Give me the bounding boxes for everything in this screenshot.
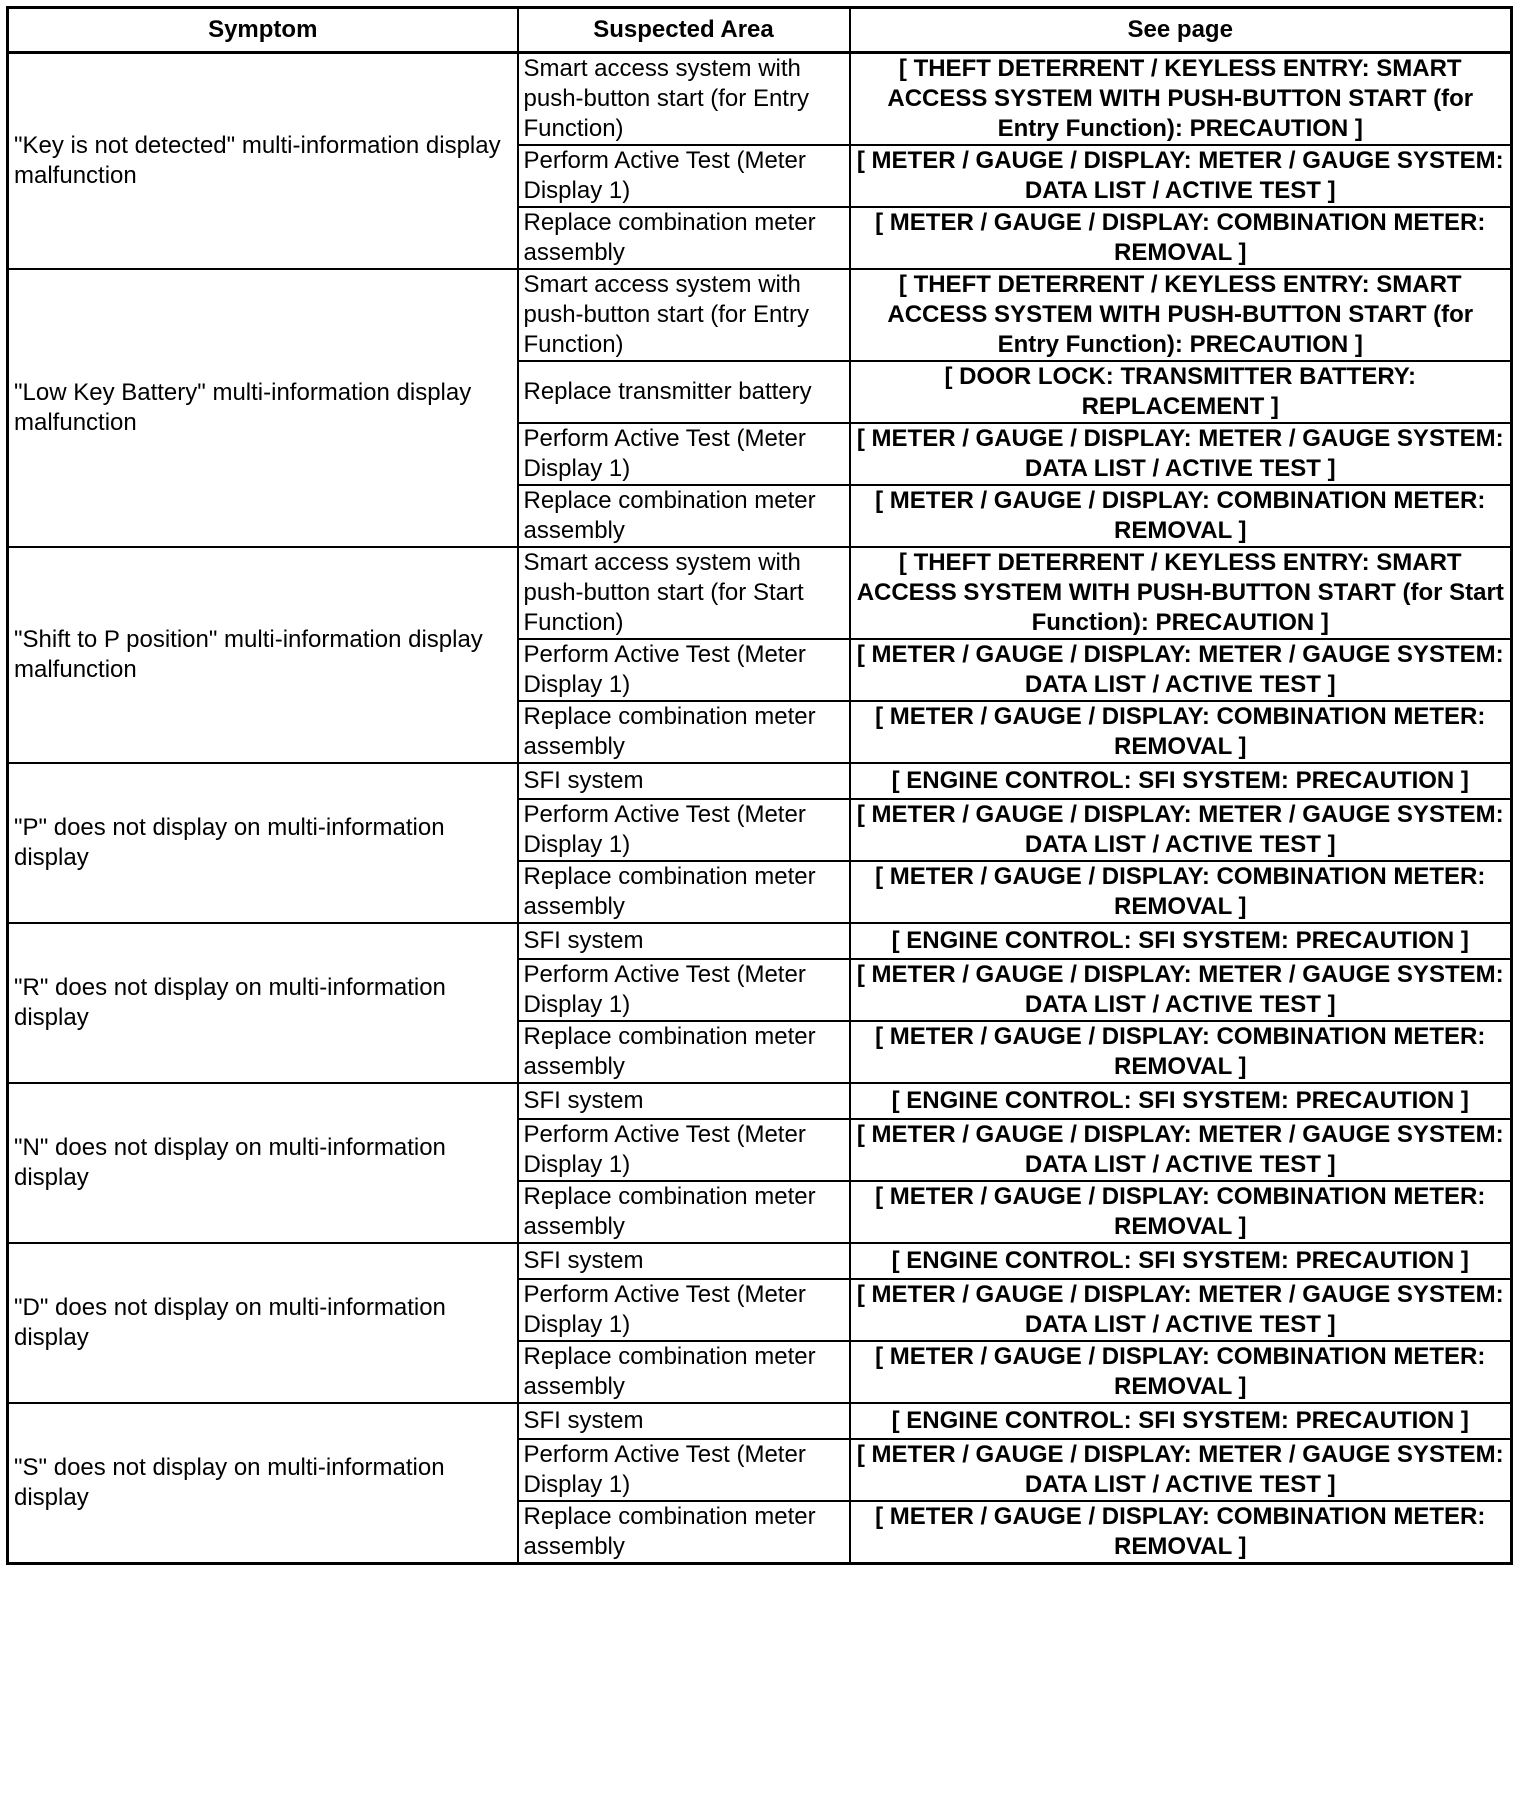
header-symptom: Symptom (8, 8, 518, 53)
symptom-cell: "Low Key Battery" multi-information display malfunction (8, 269, 518, 547)
suspected-area-cell: SFI system (518, 1403, 850, 1439)
see-page-reference-cell: [ METER / GAUGE / DISPLAY: COMBINATION METER: REMOVAL ] (850, 1341, 1512, 1403)
see-page-reference-cell: [ METER / GAUGE / DISPLAY: COMBINATION METER: REMOVAL ] (850, 207, 1512, 269)
suspected-area-cell: Perform Active Test (Meter Display 1) (518, 799, 850, 861)
suspected-area-cell: Replace transmitter battery (518, 361, 850, 423)
see-page-reference-cell: [ METER / GAUGE / DISPLAY: COMBINATION METER: REMOVAL ] (850, 701, 1512, 763)
see-page-reference-cell: [ METER / GAUGE / DISPLAY: METER / GAUGE SYSTEM: DATA LIST / ACTIVE TEST ] (850, 1279, 1512, 1341)
see-page-reference-cell: [ METER / GAUGE / DISPLAY: METER / GAUGE SYSTEM: DATA LIST / ACTIVE TEST ] (850, 1119, 1512, 1181)
suspected-area-cell: Perform Active Test (Meter Display 1) (518, 959, 850, 1021)
see-page-reference-cell: [ METER / GAUGE / DISPLAY: COMBINATION METER: REMOVAL ] (850, 1501, 1512, 1564)
see-page-reference-cell: [ THEFT DETERRENT / KEYLESS ENTRY: SMART ACCESS SYSTEM WITH PUSH-BUTTON START (for Entry Function): PRECAUTION ] (850, 269, 1512, 361)
header-row (8, 8, 1512, 53)
suspected-area-cell: Perform Active Test (Meter Display 1) (518, 145, 850, 207)
symptom-cell: "N" does not display on multi-information display (8, 1083, 518, 1243)
suspected-area-cell: Replace combination meter assembly (518, 1181, 850, 1243)
see-page-reference-cell: [ METER / GAUGE / DISPLAY: COMBINATION METER: REMOVAL ] (850, 1021, 1512, 1083)
see-page-reference-cell: [ METER / GAUGE / DISPLAY: METER / GAUGE SYSTEM: DATA LIST / ACTIVE TEST ] (850, 1439, 1512, 1501)
symptom-cell: "Key is not detected" multi-information display malfunction (8, 53, 518, 270)
suspected-area-cell: Replace combination meter assembly (518, 1021, 850, 1083)
table-row (8, 923, 1512, 959)
see-page-reference-cell: [ ENGINE CONTROL: SFI SYSTEM: PRECAUTION ] (850, 1243, 1512, 1279)
symptom-cell: "Shift to P position" multi-information display malfunction (8, 547, 518, 763)
symptom-cell: "P" does not display on multi-information display (8, 763, 518, 923)
see-page-reference-cell: [ THEFT DETERRENT / KEYLESS ENTRY: SMART ACCESS SYSTEM WITH PUSH-BUTTON START (for Entry Function): PRECAUTION ] (850, 53, 1512, 146)
header-see-page: See page (850, 8, 1512, 53)
see-page-reference-cell: [ THEFT DETERRENT / KEYLESS ENTRY: SMART ACCESS SYSTEM WITH PUSH-BUTTON START (for Start Function): PRECAUTION ] (850, 547, 1512, 639)
suspected-area-cell: Replace combination meter assembly (518, 485, 850, 547)
table-row (8, 1243, 1512, 1279)
troubleshooting-table (6, 6, 1513, 1565)
see-page-reference-cell: [ METER / GAUGE / DISPLAY: METER / GAUGE SYSTEM: DATA LIST / ACTIVE TEST ] (850, 959, 1512, 1021)
suspected-area-cell: Perform Active Test (Meter Display 1) (518, 1279, 850, 1341)
see-page-reference-cell: [ ENGINE CONTROL: SFI SYSTEM: PRECAUTION ] (850, 763, 1512, 799)
suspected-area-cell: Smart access system with push-button start (for Entry Function) (518, 269, 850, 361)
see-page-reference-cell: [ METER / GAUGE / DISPLAY: COMBINATION METER: REMOVAL ] (850, 485, 1512, 547)
see-page-reference-cell: [ METER / GAUGE / DISPLAY: METER / GAUGE SYSTEM: DATA LIST / ACTIVE TEST ] (850, 423, 1512, 485)
table-row (8, 763, 1512, 799)
suspected-area-cell: SFI system (518, 923, 850, 959)
symptom-cell: "D" does not display on multi-information display (8, 1243, 518, 1403)
suspected-area-cell: SFI system (518, 763, 850, 799)
see-page-reference-cell: [ ENGINE CONTROL: SFI SYSTEM: PRECAUTION ] (850, 1083, 1512, 1119)
see-page-reference-cell: [ DOOR LOCK: TRANSMITTER BATTERY: REPLACEMENT ] (850, 361, 1512, 423)
see-page-reference-cell: [ METER / GAUGE / DISPLAY: COMBINATION METER: REMOVAL ] (850, 861, 1512, 923)
suspected-area-cell: SFI system (518, 1083, 850, 1119)
suspected-area-cell: Perform Active Test (Meter Display 1) (518, 639, 850, 701)
suspected-area-cell: Perform Active Test (Meter Display 1) (518, 423, 850, 485)
symptom-cell: "S" does not display on multi-information display (8, 1403, 518, 1564)
see-page-reference-cell: [ ENGINE CONTROL: SFI SYSTEM: PRECAUTION ] (850, 1403, 1512, 1439)
see-page-reference-cell: [ METER / GAUGE / DISPLAY: METER / GAUGE SYSTEM: DATA LIST / ACTIVE TEST ] (850, 145, 1512, 207)
suspected-area-cell: Perform Active Test (Meter Display 1) (518, 1119, 850, 1181)
table-row (8, 53, 1512, 146)
symptom-cell: "R" does not display on multi-information display (8, 923, 518, 1083)
header-suspected-area: Suspected Area (518, 8, 850, 53)
suspected-area-cell: Smart access system with push-button start (for Entry Function) (518, 53, 850, 146)
suspected-area-cell: Perform Active Test (Meter Display 1) (518, 1439, 850, 1501)
suspected-area-cell: Replace combination meter assembly (518, 861, 850, 923)
suspected-area-cell: Replace combination meter assembly (518, 1501, 850, 1564)
suspected-area-cell: Smart access system with push-button start (for Start Function) (518, 547, 850, 639)
table-body (8, 53, 1512, 1564)
see-page-reference-cell: [ METER / GAUGE / DISPLAY: METER / GAUGE SYSTEM: DATA LIST / ACTIVE TEST ] (850, 799, 1512, 861)
suspected-area-cell: Replace combination meter assembly (518, 701, 850, 763)
see-page-reference-cell: [ ENGINE CONTROL: SFI SYSTEM: PRECAUTION ] (850, 923, 1512, 959)
table-row (8, 547, 1512, 639)
table-row (8, 1083, 1512, 1119)
suspected-area-cell: Replace combination meter assembly (518, 207, 850, 269)
table-row (8, 269, 1512, 361)
see-page-reference-cell: [ METER / GAUGE / DISPLAY: METER / GAUGE SYSTEM: DATA LIST / ACTIVE TEST ] (850, 639, 1512, 701)
suspected-area-cell: Replace combination meter assembly (518, 1341, 850, 1403)
table-row (8, 1403, 1512, 1439)
see-page-reference-cell: [ METER / GAUGE / DISPLAY: COMBINATION METER: REMOVAL ] (850, 1181, 1512, 1243)
suspected-area-cell: SFI system (518, 1243, 850, 1279)
